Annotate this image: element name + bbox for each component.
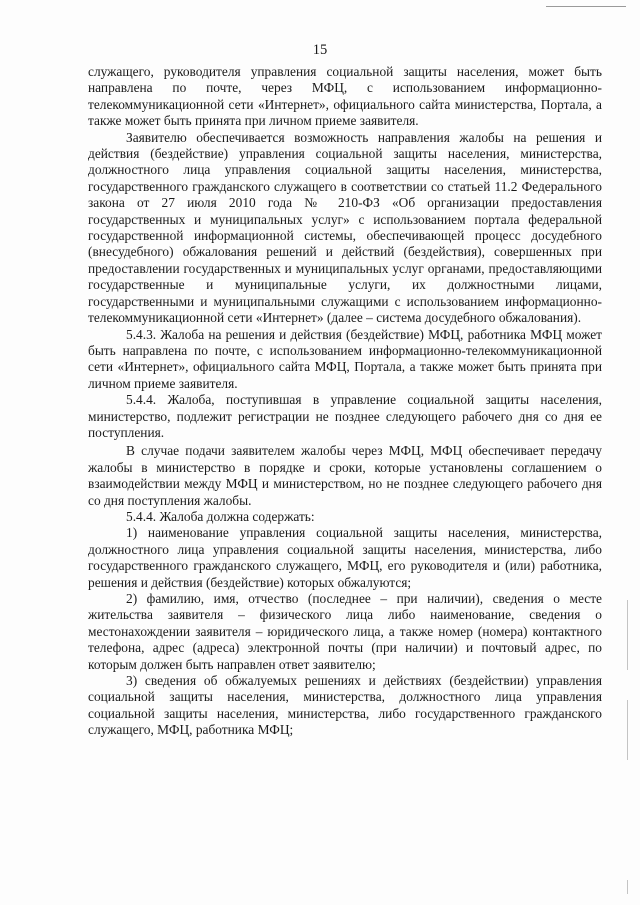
list-item: 2) фамилию, имя, отчество (последнее – при наличии), сведения о месте жительства заявителя – физического лица либо наименование, сведения о местонахождении заявителя – юридического лица, а также номер (номера) контактного телефона, адрес (адреса) электронной почты (при наличии) и почтовый адрес, по которым должен быть направлен ответ заявителю;: [88, 591, 602, 672]
scan-edge-mark: [546, 6, 626, 7]
paragraph: Заявителю обеспечивается возможность направления жалобы на решения и действия (бездействие) управления социальной защиты населения, министерства, должностного лица управления социальной защиты населения, министерства, государственного гражданского служащего в соответствии со статьей 11.2 Федерального закона от 27 июля 2010 года № 210-ФЗ «Об организации предоставления государственных и муниципальных услуг» с использованием портала федеральной государственной информационной системы, обеспечивающей процесс досудебного (внесудебного) обжалования решений и действий (бездействия), совершенных при предоставлении государственных и муниципальных услуг органами, предоставляющими государственные и муниципальные услуги, их должностными лицами, государственными и муниципальными служащими с использованием информационно-телекоммуникационной сети «Интернет» (далее – система досудебного обжалования).: [88, 129, 602, 326]
paragraph: служащего, руководителя управления социальной защиты населения, может быть направлена по почте, через МФЦ, с использованием информационно-телекоммуникационной сети «Интернет», официального сайта министерства, Портала, а также может быть принята при личном приеме заявителя.: [88, 64, 602, 129]
scan-edge-mark: [627, 600, 628, 670]
document-body: [88, 64, 602, 739]
list-item: 1) наименование управления социальной защиты населения, министерства, должностного лица управления социальной защиты населения, министерства, либо государственного гражданского служащего, МФЦ, его руководителя и (или) работника, решения и действия (бездействие) которых обжалуются;: [88, 525, 602, 590]
page-number: 15: [312, 42, 328, 58]
scan-edge-mark: [627, 700, 628, 760]
paragraph: 5.4.4. Жалоба, поступившая в управление социальной защиты населения, министерство, подлежит регистрации не позднее следующего рабочего дня со дня ее поступления.: [88, 392, 602, 440]
paragraph: 5.4.4. Жалоба должна содержать:: [126, 508, 315, 524]
list-item: 3) сведения об обжалуемых решениях и действиях (бездействии) управления социальной защиты населения, министерства, должностного лица управления социальной защиты населения, министерства, либо государственного гражданского служащего, МФЦ, работника МФЦ;: [88, 673, 602, 738]
paragraph: 5.4.3. Жалоба на решения и действия (бездействие) МФЦ, работника МФЦ может быть направлена по почте, с использованием информационно-телекоммуникационной сети «Интернет», официального сайта МФЦ, Портала, а также может быть принята при личном приеме заявителя.: [88, 326, 602, 391]
paragraph: В случае подачи заявителем жалобы через МФЦ, МФЦ обеспечивает передачу жалобы в министерство в порядке и сроки, которые установлены соглашением о взаимодействии между МФЦ и министерством, но не позднее следующего рабочего дня со дня поступления жалобы.: [88, 443, 602, 508]
scan-edge-mark: [627, 880, 628, 894]
